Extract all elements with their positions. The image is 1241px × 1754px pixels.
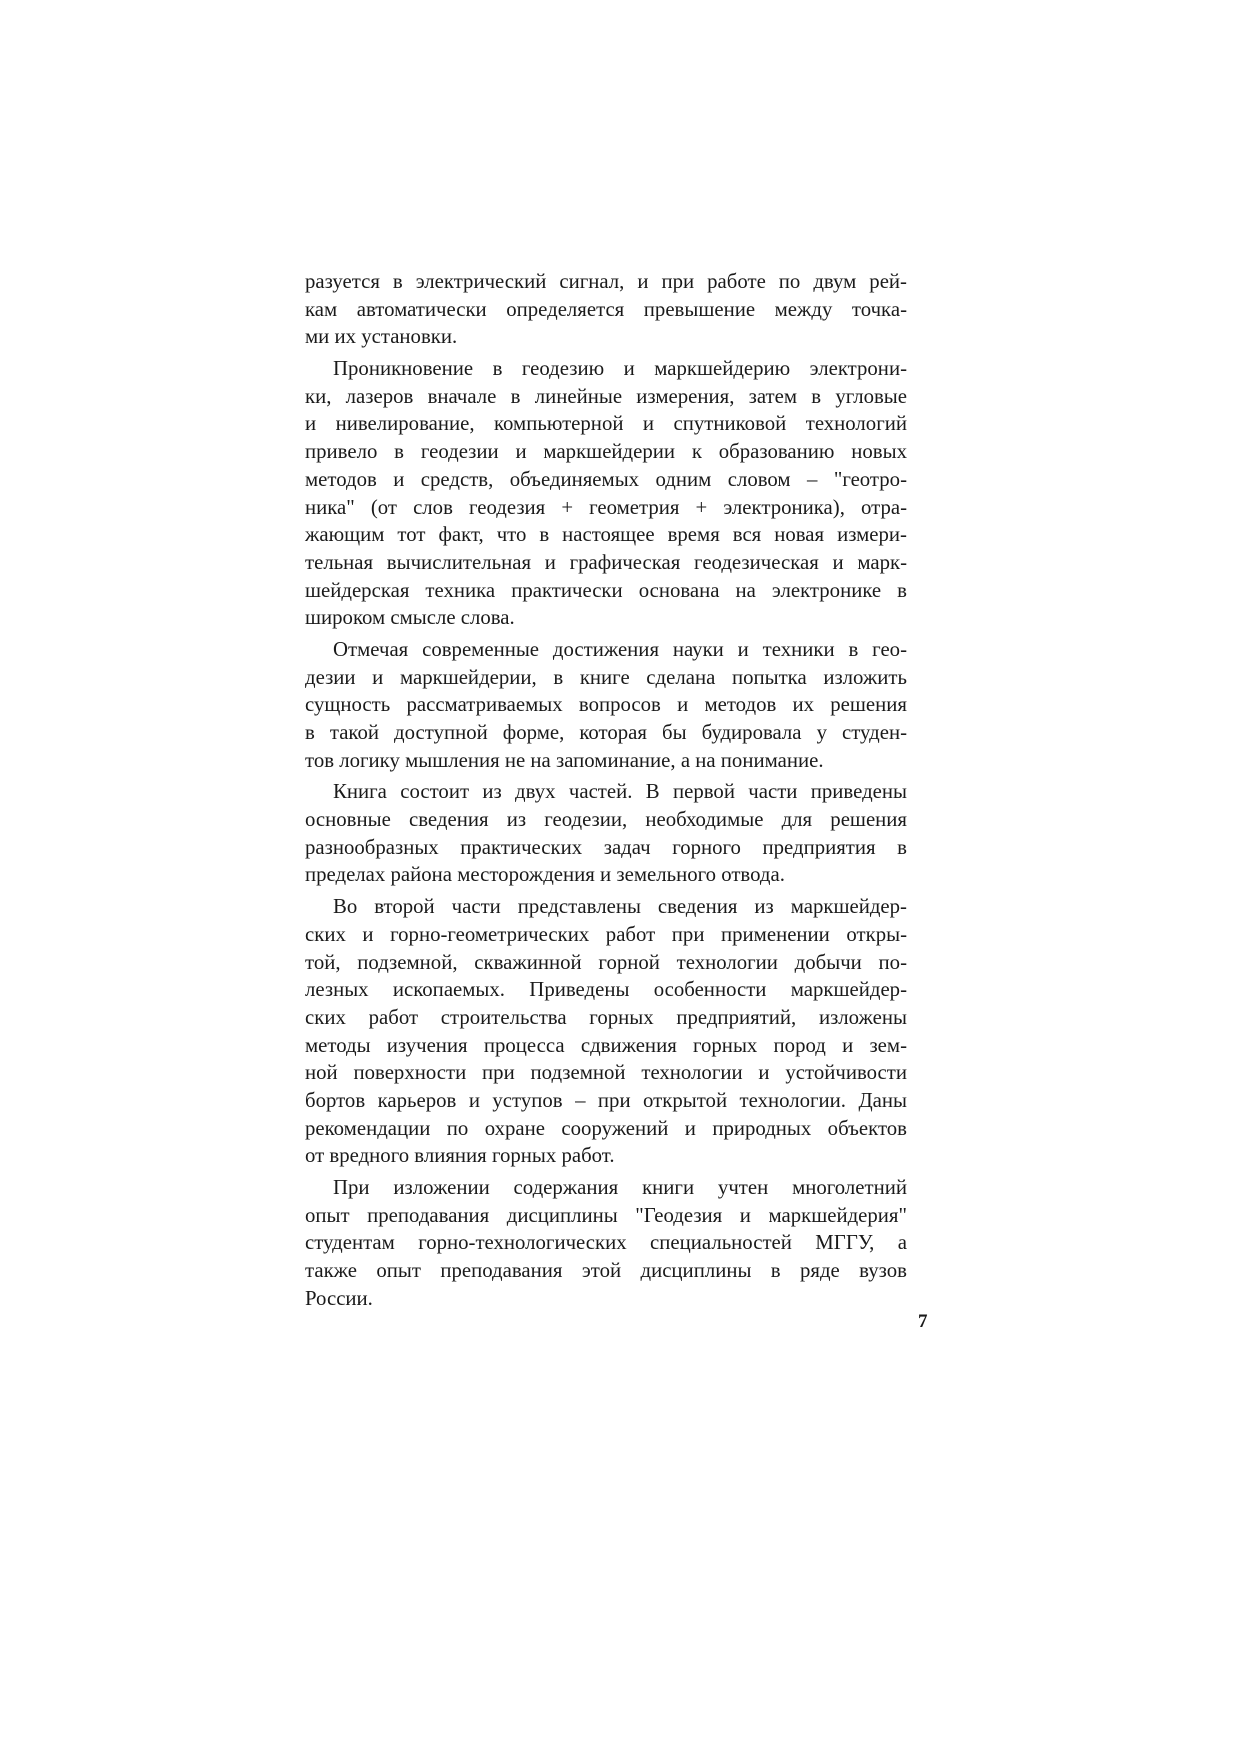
text-line: бортов карьеров и уступов – при открытой технологии. Даны xyxy=(305,1088,907,1112)
text-line: также опыт преподавания этой дисциплины в ряде вузов xyxy=(305,1259,907,1283)
text-line: пределах района месторождения и земельного отвода. xyxy=(305,863,785,887)
text-line: привело в геодезии и маркшейдерии к образованию новых xyxy=(305,440,907,464)
text-line: ника" (от слов геодезия + геометрия + электроника), отра- xyxy=(305,495,907,519)
text-line: разуется в электрический сигнал, и при работе по двум рей- xyxy=(305,270,907,293)
text-line: ских работ строительства горных предприятий, изложены xyxy=(305,1005,907,1029)
text-line: сущность рассматриваемых вопросов и методов их решения xyxy=(305,693,907,717)
text-line: ки, лазеров вначале в линейные измерения, затем в угловые xyxy=(305,384,907,408)
text-line: жающим тот факт, что в настоящее время вся новая измери- xyxy=(305,523,907,547)
text-line: тов логику мышления не на запоминание, а на понимание. xyxy=(305,748,824,772)
text-line: студентам горно-технологических специальностей МГГУ, а xyxy=(305,1231,907,1255)
text-line: и нивелирование, компьютерной и спутниковой технологий xyxy=(305,412,907,436)
page-number: 7 xyxy=(918,1311,928,1332)
text-line: тельная вычислительная и графическая геодезическая и марк- xyxy=(305,550,907,574)
paragraph-5 xyxy=(305,893,907,1170)
text-line: Отмечая современные достижения науки и техники в гео- xyxy=(333,637,907,661)
text-line: от вредного влияния горных работ. xyxy=(305,1144,615,1168)
text-line: России. xyxy=(305,1286,373,1310)
paragraph-3 xyxy=(305,636,907,774)
text-line: При изложении содержания книги учтен многолетний xyxy=(333,1176,907,1199)
text-line: лезных ископаемых. Приведены особенности маркшейдер- xyxy=(305,978,907,1002)
text-line: в такой доступной форме, которая бы будировала у студен- xyxy=(305,721,907,744)
body-text xyxy=(305,268,907,1312)
text-line: опыт преподавания дисциплины "Геодезия и маркшейдерия" xyxy=(305,1203,907,1227)
paragraph-6 xyxy=(305,1174,907,1312)
text-line: Во второй части представлены сведения из маркшейдер- xyxy=(333,895,907,919)
text-line: основные сведения из геодезии, необходимые для решения xyxy=(305,808,907,832)
text-line: ной поверхности при подземной технологии и устойчивости xyxy=(305,1061,907,1085)
text-line: той, подземной, скважинной горной технологии добычи по- xyxy=(305,950,907,974)
paragraph-1 xyxy=(305,268,907,351)
paragraph-4 xyxy=(305,778,907,889)
paragraph-2 xyxy=(305,355,907,632)
text-line: ми их установки. xyxy=(305,325,458,349)
text-line: методов и средств, объединяемых одним словом – "геотро- xyxy=(305,467,907,491)
text-line: широком смысле слова. xyxy=(305,606,515,630)
text-line: кам автоматически определяется превышение между точка- xyxy=(305,297,907,321)
text-line: разнообразных практических задач горного предприятия в xyxy=(305,835,907,859)
text-line: шейдерская техника практически основана на электронике в xyxy=(305,578,907,602)
text-line: дезии и маркшейдерии, в книге сделана попытка изложить xyxy=(305,665,907,689)
text-line: Проникновение в геодезию и маркшейдерию электрони- xyxy=(333,357,907,381)
text-line: методы изучения процесса сдвижения горных пород и зем- xyxy=(305,1033,907,1057)
text-line: рекомендации по охране сооружений и природных объектов xyxy=(305,1116,907,1140)
text-line: Книга состоит из двух частей. В первой части приведены xyxy=(333,780,907,804)
text-line: ских и горно-геометрических работ при применении откры- xyxy=(305,922,907,946)
